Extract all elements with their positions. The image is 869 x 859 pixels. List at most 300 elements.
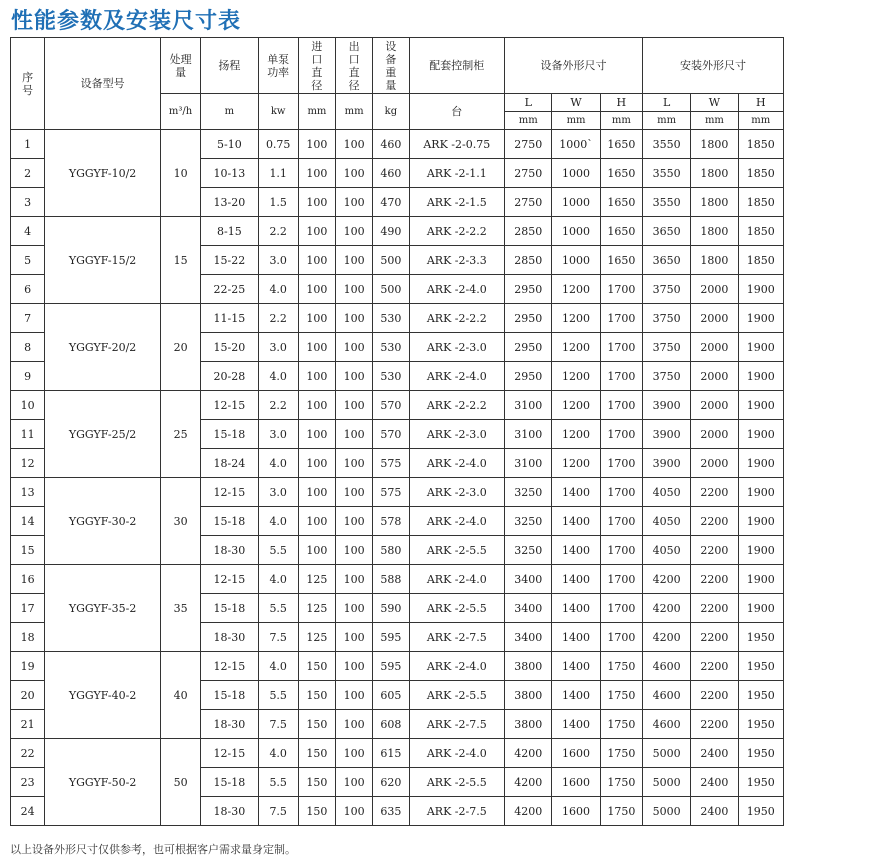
cell-install-h: 1900 [738,275,783,304]
cell-install-h: 1950 [738,739,783,768]
cell-install-h: 1900 [738,362,783,391]
cell-seq: 13 [11,478,45,507]
cell-install-w: 1800 [691,130,738,159]
cell-dims-h: 1750 [600,652,642,681]
cell-dims-w: 1400 [552,478,600,507]
unit-cabinet: 台 [409,94,505,130]
cell-head: 22-25 [201,275,258,304]
cell-inlet: 100 [298,275,335,304]
cell-dims-h: 1750 [600,681,642,710]
cell-head: 12-15 [201,391,258,420]
cell-power: 3.0 [258,420,298,449]
dims-w-unit: mm [552,112,600,130]
install-h: H [738,94,783,112]
cell-seq: 20 [11,681,45,710]
header-seq: 序号 [11,38,45,130]
cell-weight: 460 [373,130,409,159]
cell-install-w: 2200 [691,652,738,681]
cell-head: 11-15 [201,304,258,333]
cell-inlet: 150 [298,739,335,768]
cell-install-w: 2200 [691,681,738,710]
cell-dims-w: 1200 [552,449,600,478]
cell-install-w: 2200 [691,565,738,594]
cell-seq: 12 [11,449,45,478]
cell-cabinet: ARK -2-2.2 [409,304,505,333]
cell-dims-h: 1700 [600,304,642,333]
cell-install-l: 4200 [642,594,690,623]
cell-dims-h: 1700 [600,391,642,420]
cell-install-h: 1900 [738,304,783,333]
cell-install-h: 1850 [738,188,783,217]
cell-dims-w: 1600 [552,739,600,768]
cell-dims-w: 1600 [552,768,600,797]
table-row [11,739,784,768]
cell-outlet: 100 [336,391,373,420]
cell-install-l: 3750 [642,362,690,391]
cell-install-w: 1800 [691,159,738,188]
cell-dims-l: 2850 [505,246,552,275]
cell-seq: 19 [11,652,45,681]
cell-install-w: 2400 [691,768,738,797]
cell-weight: 590 [373,594,409,623]
cell-inlet: 150 [298,681,335,710]
cell-install-w: 1800 [691,246,738,275]
cell-inlet: 125 [298,565,335,594]
cell-install-w: 2000 [691,391,738,420]
spec-table [10,37,784,826]
cell-install-l: 4050 [642,478,690,507]
cell-inlet: 100 [298,188,335,217]
cell-outlet: 100 [336,536,373,565]
cell-cabinet: ARK -2-3.0 [409,333,505,362]
cell-install-l: 3750 [642,275,690,304]
cell-seq: 2 [11,159,45,188]
cell-install-h: 1900 [738,420,783,449]
cell-weight: 635 [373,797,409,826]
cell-head: 13-20 [201,188,258,217]
cell-power: 2.2 [258,391,298,420]
cell-install-w: 2000 [691,333,738,362]
cell-install-l: 5000 [642,739,690,768]
cell-inlet: 125 [298,594,335,623]
cell-head: 18-24 [201,449,258,478]
cell-install-l: 3900 [642,391,690,420]
cell-capacity: 35 [160,565,200,652]
cell-dims-l: 4200 [505,768,552,797]
header-capacity: 处理量 [160,38,200,94]
cell-power: 3.0 [258,478,298,507]
cell-power: 4.0 [258,565,298,594]
cell-dims-l: 3250 [505,478,552,507]
cell-dims-l: 2950 [505,362,552,391]
cell-power: 4.0 [258,507,298,536]
cell-dims-l: 3100 [505,449,552,478]
cell-capacity: 25 [160,391,200,478]
cell-dims-h: 1650 [600,159,642,188]
cell-head: 18-30 [201,797,258,826]
cell-head: 12-15 [201,652,258,681]
cell-dims-l: 4200 [505,797,552,826]
cell-cabinet: ARK -2-5.5 [409,536,505,565]
cell-dims-w: 1200 [552,304,600,333]
cell-install-w: 2200 [691,710,738,739]
cell-inlet: 100 [298,536,335,565]
cell-outlet: 100 [336,565,373,594]
cell-capacity: 20 [160,304,200,391]
cell-power: 7.5 [258,710,298,739]
cell-cabinet: ARK -2-3.0 [409,478,505,507]
cell-dims-h: 1700 [600,478,642,507]
cell-cabinet: ARK -2-4.0 [409,652,505,681]
cell-dims-h: 1700 [600,449,642,478]
cell-install-h: 1900 [738,507,783,536]
cell-head: 10-13 [201,159,258,188]
cell-seq: 11 [11,420,45,449]
cell-weight: 620 [373,768,409,797]
cell-dims-l: 2750 [505,188,552,217]
cell-install-w: 2000 [691,275,738,304]
cell-dims-h: 1650 [600,217,642,246]
cell-install-w: 2200 [691,478,738,507]
cell-weight: 575 [373,478,409,507]
cell-dims-l: 3800 [505,681,552,710]
cell-install-h: 1950 [738,797,783,826]
cell-install-h: 1900 [738,478,783,507]
cell-power: 2.2 [258,217,298,246]
cell-model: YGGYF-20/2 [45,304,161,391]
cell-model: YGGYF-10/2 [45,130,161,217]
cell-seq: 16 [11,565,45,594]
cell-cabinet: ARK -2-7.5 [409,710,505,739]
cell-cabinet: ARK -2-4.0 [409,362,505,391]
cell-install-l: 5000 [642,768,690,797]
cell-outlet: 100 [336,333,373,362]
page-title: 性能参数及安装尺寸表 [11,9,242,34]
cell-head: 15-18 [201,681,258,710]
cell-install-l: 3650 [642,246,690,275]
cell-install-l: 3550 [642,130,690,159]
install-l-unit: mm [642,112,690,130]
cell-seq: 1 [11,130,45,159]
cell-head: 18-30 [201,710,258,739]
cell-install-w: 2000 [691,449,738,478]
cell-dims-w: 1200 [552,362,600,391]
cell-dims-h: 1700 [600,507,642,536]
cell-cabinet: ARK -2-5.5 [409,681,505,710]
cell-model: YGGYF-25/2 [45,391,161,478]
cell-inlet: 100 [298,507,335,536]
cell-head: 15-18 [201,768,258,797]
cell-dims-w: 1400 [552,594,600,623]
cell-weight: 500 [373,275,409,304]
cell-install-h: 1900 [738,565,783,594]
cell-power: 4.0 [258,739,298,768]
cell-dims-h: 1700 [600,623,642,652]
cell-outlet: 100 [336,652,373,681]
cell-dims-h: 1700 [600,362,642,391]
cell-outlet: 100 [336,768,373,797]
cell-inlet: 150 [298,768,335,797]
cell-power: 7.5 [258,623,298,652]
cell-dims-w: 1000 [552,188,600,217]
cell-capacity: 30 [160,478,200,565]
cell-seq: 7 [11,304,45,333]
cell-dims-h: 1650 [600,246,642,275]
header-model: 设备型号 [45,38,161,130]
cell-outlet: 100 [336,623,373,652]
cell-install-l: 4050 [642,536,690,565]
cell-install-l: 3650 [642,217,690,246]
cell-inlet: 100 [298,362,335,391]
header-inlet: 进口直径 [298,38,335,94]
cell-inlet: 125 [298,623,335,652]
cell-install-h: 1900 [738,449,783,478]
cell-install-l: 3550 [642,159,690,188]
cell-seq: 5 [11,246,45,275]
cell-dims-w: 1200 [552,275,600,304]
header-power: 单泵功率 [258,38,298,94]
spec-body [11,130,784,826]
header-head: 扬程 [201,38,258,94]
cell-install-h: 1850 [738,159,783,188]
install-w-unit: mm [691,112,738,130]
cell-dims-h: 1750 [600,797,642,826]
unit-power: kw [258,94,298,130]
cell-dims-w: 1400 [552,710,600,739]
table-row [11,304,784,333]
cell-cabinet: ARK -2-7.5 [409,623,505,652]
cell-weight: 530 [373,362,409,391]
cell-cabinet: ARK -2-4.0 [409,565,505,594]
unit-head: m [201,94,258,130]
cell-outlet: 100 [336,710,373,739]
cell-dims-l: 2950 [505,304,552,333]
cell-head: 20-28 [201,362,258,391]
cell-power: 5.5 [258,768,298,797]
dims-h-unit: mm [600,112,642,130]
cell-inlet: 100 [298,130,335,159]
cell-outlet: 100 [336,420,373,449]
cell-install-l: 4200 [642,565,690,594]
cell-install-l: 3750 [642,333,690,362]
cell-head: 15-22 [201,246,258,275]
cell-power: 4.0 [258,449,298,478]
cell-dims-w: 1000 [552,246,600,275]
cell-dims-w: 1600 [552,797,600,826]
cell-install-h: 1950 [738,710,783,739]
cell-head: 15-18 [201,507,258,536]
cell-outlet: 100 [336,797,373,826]
cell-outlet: 100 [336,130,373,159]
cell-capacity: 10 [160,130,200,217]
cell-dims-w: 1200 [552,420,600,449]
cell-inlet: 150 [298,652,335,681]
cell-power: 7.5 [258,797,298,826]
cell-capacity: 15 [160,217,200,304]
cell-dims-w: 1400 [552,565,600,594]
cell-seq: 8 [11,333,45,362]
cell-cabinet: ARK -2-4.0 [409,507,505,536]
dims-l-unit: mm [505,112,552,130]
cell-seq: 14 [11,507,45,536]
cell-install-l: 3550 [642,188,690,217]
cell-seq: 3 [11,188,45,217]
cell-install-h: 1900 [738,536,783,565]
cell-install-w: 2400 [691,739,738,768]
cell-dims-w: 1400 [552,652,600,681]
cell-head: 15-18 [201,594,258,623]
cell-power: 5.5 [258,594,298,623]
cell-dims-w: 1200 [552,391,600,420]
header-weight: 设备重量 [373,38,409,94]
cell-cabinet: ARK -2-4.0 [409,275,505,304]
footnote: 以上设备外形尺寸仅供参考，也可根据客户需求量身定制。 [10,843,296,856]
dims-w: W [552,94,600,112]
cell-model: YGGYF-30-2 [45,478,161,565]
cell-model: YGGYF-35-2 [45,565,161,652]
cell-cabinet: ARK -2-5.5 [409,594,505,623]
cell-install-l: 5000 [642,797,690,826]
cell-weight: 575 [373,449,409,478]
cell-head: 12-15 [201,565,258,594]
cell-seq: 23 [11,768,45,797]
cell-dims-w: 1200 [552,333,600,362]
cell-install-l: 4600 [642,652,690,681]
cell-power: 1.1 [258,159,298,188]
header-install: 安装外形尺寸 [642,38,783,94]
cell-dims-h: 1700 [600,275,642,304]
cell-dims-h: 1700 [600,420,642,449]
dims-h: H [600,94,642,112]
cell-dims-l: 3250 [505,507,552,536]
cell-dims-l: 3250 [505,536,552,565]
cell-install-h: 1900 [738,594,783,623]
cell-model: YGGYF-15/2 [45,217,161,304]
cell-dims-l: 3400 [505,565,552,594]
dims-l: L [505,94,552,112]
table-row [11,565,784,594]
cell-head: 5-10 [201,130,258,159]
cell-dims-l: 3400 [505,594,552,623]
header-dims: 设备外形尺寸 [505,38,643,94]
cell-dims-l: 2850 [505,217,552,246]
cell-cabinet: ARK -2-2.2 [409,217,505,246]
cell-power: 5.5 [258,681,298,710]
cell-outlet: 100 [336,304,373,333]
cell-head: 15-20 [201,333,258,362]
cell-install-l: 3900 [642,449,690,478]
cell-dims-h: 1700 [600,536,642,565]
cell-install-h: 1900 [738,333,783,362]
cell-weight: 595 [373,623,409,652]
cell-install-w: 1800 [691,188,738,217]
cell-install-h: 1950 [738,768,783,797]
cell-outlet: 100 [336,739,373,768]
cell-head: 8-15 [201,217,258,246]
cell-dims-h: 1750 [600,739,642,768]
cell-install-h: 1950 [738,652,783,681]
cell-cabinet: ARK -2-2.2 [409,391,505,420]
cell-dims-l: 4200 [505,739,552,768]
cell-dims-l: 2950 [505,275,552,304]
unit-inlet: mm [298,94,335,130]
install-h-unit: mm [738,112,783,130]
cell-dims-h: 1750 [600,710,642,739]
cell-outlet: 100 [336,362,373,391]
cell-inlet: 100 [298,391,335,420]
cell-install-l: 3750 [642,304,690,333]
cell-outlet: 100 [336,478,373,507]
cell-cabinet: ARK -2-5.5 [409,768,505,797]
cell-dims-h: 1650 [600,130,642,159]
cell-weight: 530 [373,304,409,333]
cell-seq: 9 [11,362,45,391]
cell-install-h: 1950 [738,623,783,652]
cell-capacity: 50 [160,739,200,826]
cell-weight: 570 [373,420,409,449]
cell-install-h: 1850 [738,217,783,246]
cell-dims-l: 2750 [505,159,552,188]
cell-dims-h: 1750 [600,768,642,797]
unit-weight: kg [373,94,409,130]
cell-dims-h: 1700 [600,565,642,594]
cell-model: YGGYF-40-2 [45,652,161,739]
table-row [11,652,784,681]
cell-seq: 17 [11,594,45,623]
cell-dims-l: 2950 [505,333,552,362]
cell-inlet: 100 [298,420,335,449]
cell-dims-w: 1000` [552,130,600,159]
table-row [11,391,784,420]
cell-inlet: 100 [298,304,335,333]
header-cabinet: 配套控制柜 [409,38,505,94]
cell-dims-l: 3800 [505,652,552,681]
cell-head: 18-30 [201,623,258,652]
cell-inlet: 100 [298,478,335,507]
cell-install-w: 2000 [691,362,738,391]
cell-weight: 570 [373,391,409,420]
cell-install-l: 4600 [642,681,690,710]
cell-dims-h: 1650 [600,188,642,217]
cell-seq: 24 [11,797,45,826]
cell-inlet: 150 [298,797,335,826]
cell-dims-w: 1400 [552,536,600,565]
cell-weight: 615 [373,739,409,768]
table-row [11,478,784,507]
cell-cabinet: ARK -2-0.75 [409,130,505,159]
cell-weight: 580 [373,536,409,565]
cell-install-w: 2200 [691,594,738,623]
cell-outlet: 100 [336,507,373,536]
cell-dims-l: 3100 [505,420,552,449]
cell-power: 1.5 [258,188,298,217]
cell-seq: 6 [11,275,45,304]
cell-weight: 470 [373,188,409,217]
cell-power: 4.0 [258,275,298,304]
cell-install-h: 1950 [738,681,783,710]
cell-install-w: 2000 [691,304,738,333]
cell-dims-l: 3100 [505,391,552,420]
cell-cabinet: ARK -2-1.5 [409,188,505,217]
cell-install-h: 1850 [738,130,783,159]
cell-seq: 10 [11,391,45,420]
cell-outlet: 100 [336,681,373,710]
cell-capacity: 40 [160,652,200,739]
cell-weight: 578 [373,507,409,536]
cell-model: YGGYF-50-2 [45,739,161,826]
cell-weight: 605 [373,681,409,710]
cell-inlet: 100 [298,449,335,478]
